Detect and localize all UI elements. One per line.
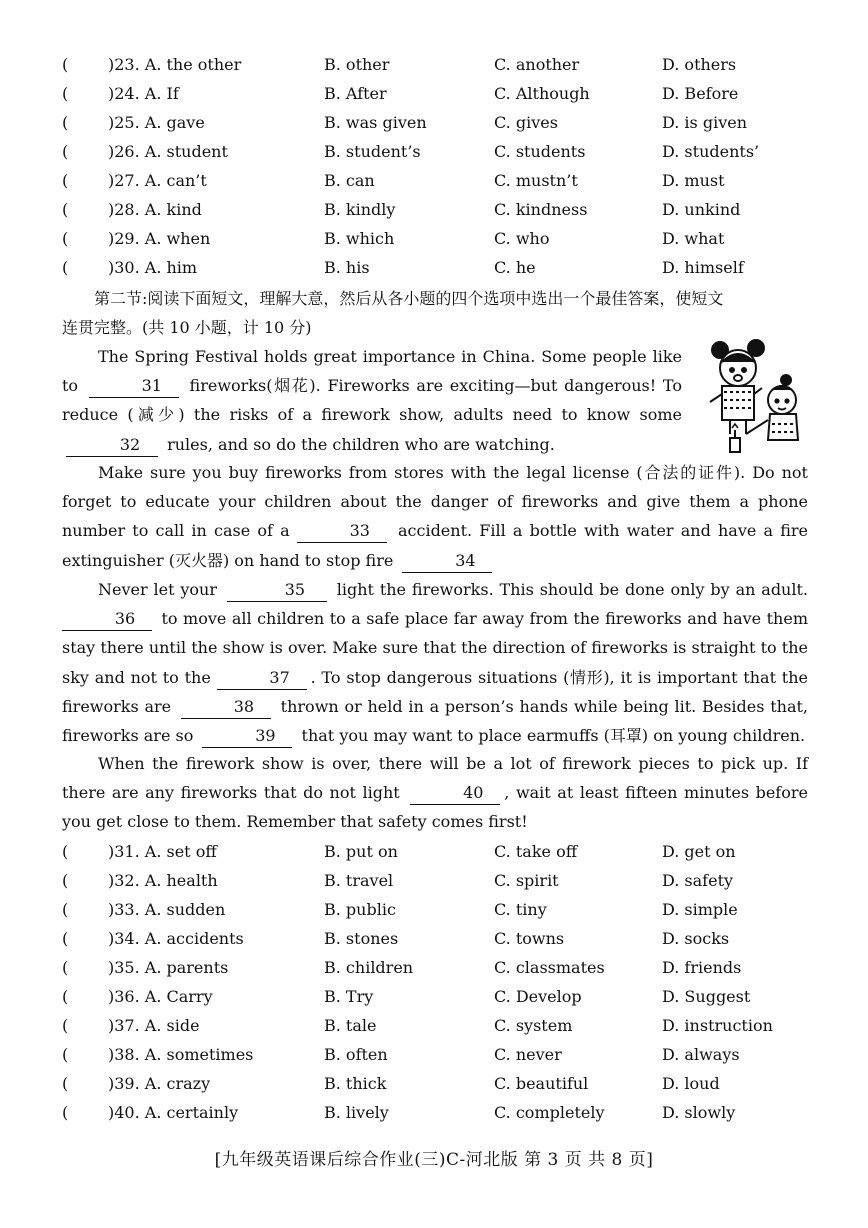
option-c: C. tiny <box>494 900 547 919</box>
blank-31[interactable]: 31 <box>89 375 179 398</box>
option-a: )31. A. set off <box>108 842 217 861</box>
option-b: B. student’s <box>324 142 421 161</box>
option-c: C. another <box>494 55 580 74</box>
option-c: C. students <box>494 142 586 161</box>
question-29 <box>62 224 822 253</box>
blank-35[interactable]: 35 <box>227 579 327 602</box>
p3-text-c: to move all children to a safe place far away from the fireworks and have them stay there until the show is over. Make sure that the direction of fireworks is straight to the sky and not to the <box>62 609 808 687</box>
option-b: B. put on <box>324 842 398 861</box>
option-a: )24. A. If <box>108 84 179 103</box>
question-28 <box>62 195 822 224</box>
p4-text-a: When the firework show is over, there will be a lot of firework pieces to pick up. If there are any fireworks that do not light <box>62 754 808 803</box>
answer-paren: ( <box>62 900 69 919</box>
option-a: )23. A. the other <box>108 55 242 74</box>
blank-40[interactable]: 40 <box>410 782 500 805</box>
option-d: D. loud <box>662 1074 720 1093</box>
answer-paren: ( <box>62 113 69 132</box>
option-c: C. gives <box>494 113 558 132</box>
passage-paragraph-4 <box>62 749 808 837</box>
option-c: C. he <box>494 258 536 277</box>
answer-paren: ( <box>62 987 69 1006</box>
option-c: C. who <box>494 229 550 248</box>
option-d: D. unkind <box>662 200 741 219</box>
option-b: B. kindly <box>324 200 396 219</box>
option-c: C. towns <box>494 929 565 948</box>
option-c: C. system <box>494 1016 573 1035</box>
answer-paren: ( <box>62 1103 69 1122</box>
question-33 <box>62 895 822 924</box>
answer-paren: ( <box>62 84 69 103</box>
question-39 <box>62 1069 822 1098</box>
p1-text-e: rules, <box>167 434 213 454</box>
option-a: )38. A. sometimes <box>108 1045 254 1064</box>
option-d: D. slowly <box>662 1103 736 1122</box>
option-a: )39. A. crazy <box>108 1074 211 1093</box>
option-b: B. travel <box>324 871 394 890</box>
option-d: D. simple <box>662 900 738 919</box>
p1-text-d: (减少) the risks of a firework show, adults need to know some <box>127 405 682 425</box>
option-d: D. himself <box>662 258 744 277</box>
answer-paren: ( <box>62 171 69 190</box>
option-c: C. kindness <box>494 200 588 219</box>
option-b: B. was given <box>324 113 427 132</box>
answer-paren: ( <box>62 258 69 277</box>
option-d: D. others <box>662 55 737 74</box>
option-b: B. which <box>324 229 395 248</box>
option-a: )37. A. side <box>108 1016 200 1035</box>
option-d: D. friends <box>662 958 742 977</box>
option-c: C. beautiful <box>494 1074 589 1093</box>
question-34 <box>62 924 822 953</box>
option-a: )26. A. student <box>108 142 228 161</box>
answer-paren: ( <box>62 1016 69 1035</box>
option-b: B. often <box>324 1045 388 1064</box>
blank-34[interactable]: 34 <box>402 550 492 573</box>
question-30 <box>62 253 822 282</box>
option-a: )29. A. when <box>108 229 211 248</box>
option-b: B. can <box>324 171 375 190</box>
p1-text-c: fireworks(烟花). Fireworks are exciting—but dangerous! To reduce <box>62 376 682 425</box>
p2-text-b: accident. Fill a bottle with water and have a fire extinguisher (灭火器) on hand to stop fire <box>62 521 808 570</box>
option-a: )34. A. accidents <box>108 929 244 948</box>
option-c: C. Develop <box>494 987 582 1006</box>
p1-text-a: The Spring Festival holds great importance in China. Some people like to <box>62 347 682 396</box>
option-d: D. instruction <box>662 1016 773 1035</box>
option-b: B. public <box>324 900 396 919</box>
p4-text-b: , wait at least fifteen minutes before you get close to them. Remember that safety comes first! <box>62 783 808 832</box>
option-a: )36. A. Carry <box>108 987 213 1006</box>
passage-paragraph-2 <box>62 458 808 575</box>
option-b: B. other <box>324 55 390 74</box>
option-c: C. Although <box>494 84 590 103</box>
question-23 <box>62 50 822 79</box>
option-b: B. stones <box>324 929 399 948</box>
option-d: D. safety <box>662 871 734 890</box>
option-b: B. children <box>324 958 414 977</box>
p1-text-f: and so do the children who are watching. <box>218 434 555 454</box>
option-d: D. what <box>662 229 725 248</box>
option-a: )35. A. parents <box>108 958 229 977</box>
option-d: D. always <box>662 1045 740 1064</box>
answer-paren: ( <box>62 200 69 219</box>
option-d: D. get on <box>662 842 736 861</box>
blank-38[interactable]: 38 <box>181 696 271 719</box>
question-27 <box>62 166 822 195</box>
question-25 <box>62 108 822 137</box>
option-d: D. is given <box>662 113 748 132</box>
blank-33[interactable]: 33 <box>297 520 387 543</box>
p3-text-e: thrown or held in a person’s hands while being lit. Besides that, fireworks are so <box>62 696 809 746</box>
section2-heading-line1: 第二节:阅读下面短文，理解大意，然后从各小题的四个选项中选出一个最佳答案，使短文 <box>94 289 724 308</box>
option-a: )30. A. him <box>108 258 198 277</box>
question-37 <box>62 1011 822 1040</box>
p3-text-b: light the fireworks. This should be done only by an adult. <box>336 580 808 599</box>
option-a: )27. A. can’t <box>108 171 207 190</box>
option-b: B. After <box>324 84 387 103</box>
option-d: D. Before <box>662 84 739 103</box>
question-32 <box>62 866 822 895</box>
question-36 <box>62 982 822 1011</box>
answer-paren: ( <box>62 871 69 890</box>
option-a: )32. A. health <box>108 871 218 890</box>
p3-text-d: . To stop dangerous situations (情形), it is important that the fireworks are <box>62 667 808 716</box>
option-a: )33. A. sudden <box>108 900 226 919</box>
option-a: )40. A. certainly <box>108 1103 239 1122</box>
blank-32[interactable]: 32 <box>66 434 158 457</box>
answer-paren: ( <box>62 229 69 248</box>
question-24 <box>62 79 822 108</box>
children-fireworks-illustration <box>706 338 816 458</box>
option-b: B. tale <box>324 1016 377 1035</box>
answer-paren: ( <box>62 958 69 977</box>
page-footer: [九年级英语课后综合作业(三)C-河北版 第 3 页 共 8 页] <box>214 1150 654 1170</box>
blank-39[interactable]: 39 <box>202 725 292 748</box>
question-31 <box>62 837 822 866</box>
p3-text-a: Never let your <box>98 580 217 599</box>
option-b: B. thick <box>324 1074 387 1093</box>
answer-paren: ( <box>62 1074 69 1093</box>
passage-paragraph-3 <box>62 575 808 750</box>
option-d: D. socks <box>662 929 730 948</box>
option-d: D. must <box>662 171 725 190</box>
option-b: B. his <box>324 258 370 277</box>
option-c: C. spirit <box>494 871 559 890</box>
option-a: )28. A. kind <box>108 200 202 219</box>
blank-37[interactable]: 37 <box>217 667 307 690</box>
answer-paren: ( <box>62 1045 69 1064</box>
option-c: C. mustn’t <box>494 171 578 190</box>
p2-text-a: Make sure you buy fireworks from stores with the legal license (合法的证件). Do not forget to educate your children about the danger of fireworks and give them a phone number to call in case of a <box>62 463 808 541</box>
option-a: )25. A. gave <box>108 113 205 132</box>
option-c: C. classmates <box>494 958 605 977</box>
passage-paragraph-1 <box>62 342 682 459</box>
question-35 <box>62 953 822 982</box>
answer-paren: ( <box>62 842 69 861</box>
p3-text-f: that you may want to place earmuffs (耳罩) on young children. <box>301 726 806 746</box>
question-26 <box>62 137 822 166</box>
option-c: C. take off <box>494 842 578 861</box>
option-b: B. lively <box>324 1103 389 1122</box>
question-40 <box>62 1098 822 1127</box>
answer-paren: ( <box>62 55 69 74</box>
question-38 <box>62 1040 822 1069</box>
option-d: D. Suggest <box>662 987 751 1006</box>
section2-heading-line2: 连贯完整。(共 10 小题，计 10 分) <box>62 318 312 337</box>
option-c: C. completely <box>494 1103 605 1122</box>
option-b: B. Try <box>324 987 374 1006</box>
answer-paren: ( <box>62 142 69 161</box>
blank-36[interactable]: 36 <box>62 608 152 631</box>
answer-paren: ( <box>62 929 69 948</box>
option-c: C. never <box>494 1045 562 1064</box>
option-d: D. students’ <box>662 142 760 161</box>
